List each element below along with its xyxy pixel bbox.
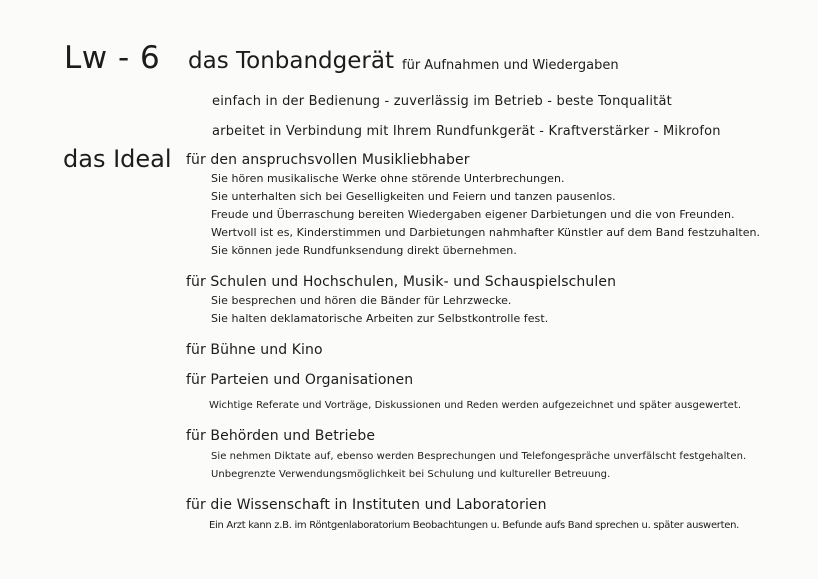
section-parteien	[186, 372, 741, 415]
feature-line-1: einfach in der Bedienung - zuverlässig im Betrieb - beste Tonqualität	[212, 94, 672, 109]
section-line: Wertvoll ist es, Kinderstimmen und Darbietungen nahmhafter Künstler auf dem Band festzuhalten.	[211, 226, 761, 239]
section-wissenschaft	[186, 497, 739, 535]
section-heading: für Parteien und Organisationen	[186, 372, 414, 388]
section-line: Sie halten deklamatorische Arbeiten zur Selbstkontrolle fest.	[211, 312, 549, 325]
section-heading: für die Wissenschaft in Instituten und Laboratorien	[186, 497, 547, 513]
section-line: Freude und Überraschung bereiten Wiedergaben eigener Darbietungen und die von Freunden.	[211, 208, 735, 221]
product-title: das Tonbandgerät	[188, 48, 394, 74]
product-subtitle: für Aufnahmen und Wiedergaben	[402, 58, 619, 73]
section-line: Sie können jede Rundfunksendung direkt übernehmen.	[211, 244, 517, 257]
section-buehne-kino	[186, 342, 323, 358]
section-heading: für den anspruchsvollen Musikliebhaber	[186, 152, 470, 168]
section-line: Unbegrenzte Verwendungsmöglichkeit bei Schulung und kultureller Betreuung.	[211, 469, 611, 480]
section-behoerden	[186, 428, 746, 484]
section-schulen	[186, 274, 616, 328]
section-line: Wichtige Referate und Vorträge, Diskussionen und Reden werden aufgezeichnet und später ausgewertet.	[209, 400, 742, 411]
model-title: Lw - 6	[64, 40, 161, 76]
section-heading: für Bühne und Kino	[186, 342, 323, 358]
ideal-label: das Ideal	[63, 145, 172, 173]
section-line: Ein Arzt kann z.B. im Röntgenlaboratorium Beobachtungen u. Befunde aufs Band sprechen u. später auswerten.	[209, 520, 739, 531]
section-heading: für Behörden und Betriebe	[186, 428, 376, 444]
section-line: Sie nehmen Diktate auf, ebenso werden Besprechungen und Telefongespräche unverfälscht festgehalten.	[211, 451, 747, 462]
section-heading: für Schulen und Hochschulen, Musik- und Schauspielschulen	[186, 274, 617, 290]
section-line: Sie unterhalten sich bei Geselligkeiten und Feiern und tanzen pausenlos.	[211, 190, 616, 203]
section-line: Sie besprechen und hören die Bänder für Lehrzwecke.	[211, 294, 512, 307]
section-musikliebhaber	[186, 152, 760, 260]
feature-line-2: arbeitet in Verbindung mit Ihrem Rundfunkgerät - Kraftverstärker - Mikrofon	[212, 124, 721, 139]
section-line: Sie hören musikalische Werke ohne störende Unterbrechungen.	[211, 172, 565, 185]
